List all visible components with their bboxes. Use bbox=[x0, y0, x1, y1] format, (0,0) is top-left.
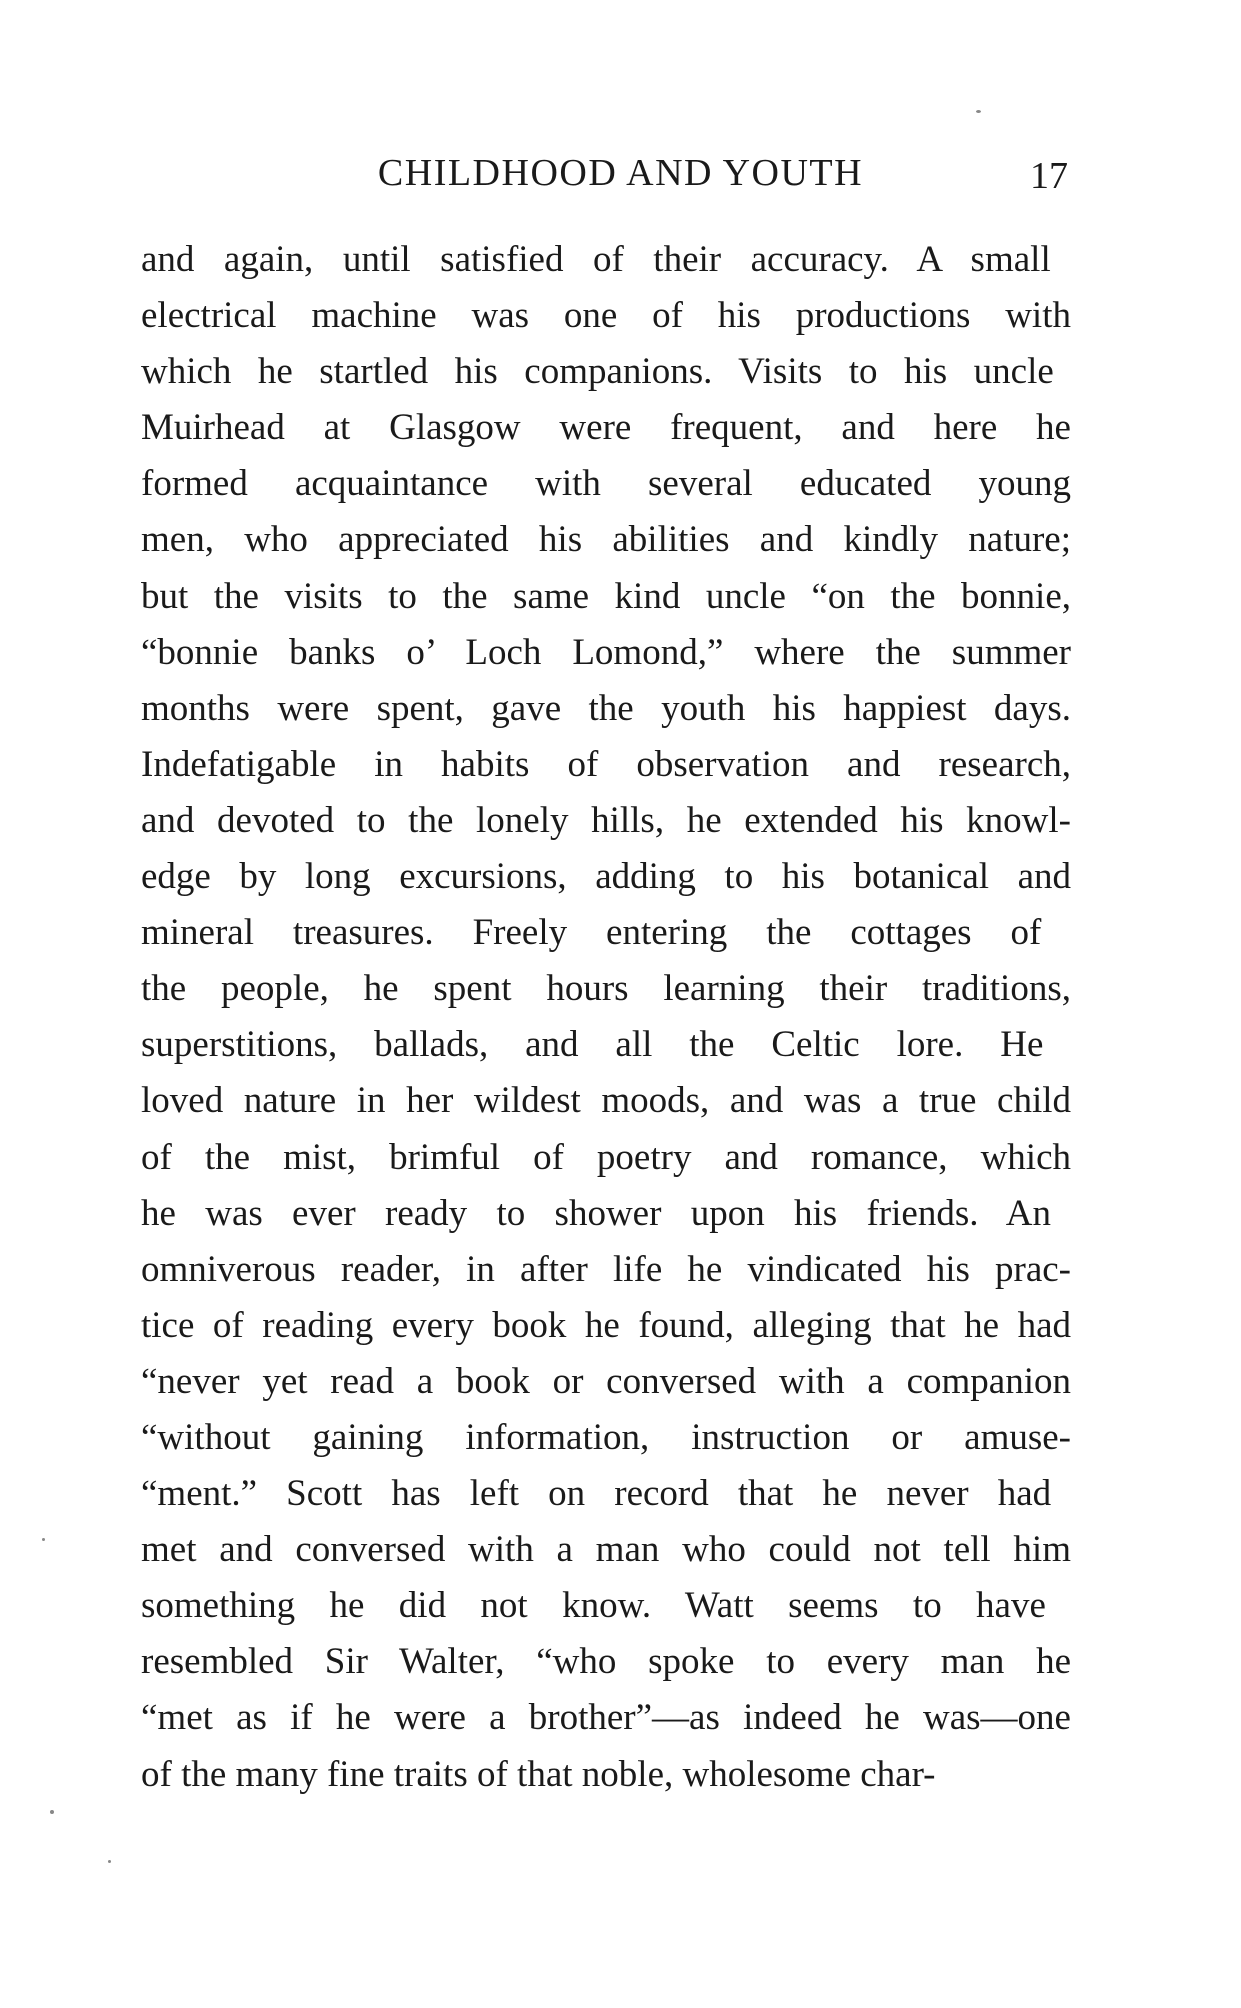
text-line: mineral treasures. Freely entering the cottages of bbox=[141, 912, 1042, 954]
text-line: and devoted to the lonely hills, he extended his knowl- bbox=[141, 799, 1072, 841]
text-line: “without gaining information, instruction or amuse- bbox=[141, 1416, 1071, 1458]
text-line: omniverous reader, in after life he vindicated his prac- bbox=[141, 1248, 1071, 1290]
text-line: but the visits to the same kind uncle “on the bonnie, bbox=[141, 575, 1071, 617]
text-line: Muirhead at Glasgow were frequent, and here he bbox=[141, 407, 1071, 449]
text-line: resembled Sir Walter, “who spoke to every man he bbox=[141, 1641, 1071, 1683]
text-line: men, who appreciated his abilities and kindly nature; bbox=[141, 519, 1071, 561]
text-line: “never yet read a book or conversed with a companion bbox=[141, 1360, 1071, 1402]
text-line: “ment.” Scott has left on record that he never had bbox=[141, 1473, 1052, 1515]
text-line: of the many fine traits of that noble, wholesome char- bbox=[141, 1753, 936, 1795]
text-line: which he startled his companions. Visits to his uncle bbox=[141, 351, 1054, 393]
page-number: 17 bbox=[1030, 155, 1068, 197]
scan-speck bbox=[108, 1860, 111, 1863]
scan-speck bbox=[976, 110, 981, 113]
scan-speck bbox=[42, 1538, 45, 1541]
text-line: met and conversed with a man who could not tell him bbox=[141, 1529, 1071, 1571]
text-line: loved nature in her wildest moods, and was a true child bbox=[141, 1080, 1072, 1122]
text-line: edge by long excursions, adding to his botanical and bbox=[141, 856, 1071, 898]
text-line: he was ever ready to shower upon his friends. An bbox=[141, 1192, 1051, 1234]
body-text bbox=[141, 232, 1071, 1803]
text-line: of the mist, brimful of poetry and romance, which bbox=[141, 1136, 1071, 1178]
scan-speck bbox=[50, 1810, 54, 1814]
text-line: something he did not know. Watt seems to have bbox=[141, 1585, 1046, 1627]
text-line: tice of reading every book he found, alleging that he had bbox=[141, 1304, 1072, 1346]
text-line: months were spent, gave the youth his happiest days. bbox=[141, 687, 1071, 729]
text-line: the people, he spent hours learning their traditions, bbox=[141, 968, 1071, 1010]
text-line: superstitions, ballads, and all the Celtic lore. He bbox=[141, 1024, 1044, 1066]
running-header bbox=[0, 148, 1241, 198]
text-line: and again, until satisfied of their accuracy. A small bbox=[141, 239, 1051, 280]
text-line: “met as if he were a brother”—as indeed he was—one bbox=[141, 1697, 1071, 1739]
text-line: Indefatigable in habits of observation and research, bbox=[141, 743, 1071, 785]
running-title: CHILDHOOD AND YOUTH bbox=[377, 152, 864, 194]
text-line: formed acquaintance with several educated young bbox=[141, 463, 1071, 505]
text-line: electrical machine was one of his productions with bbox=[141, 295, 1071, 337]
text-line: “bonnie banks o’ Loch Lomond,” where the summer bbox=[141, 631, 1071, 673]
